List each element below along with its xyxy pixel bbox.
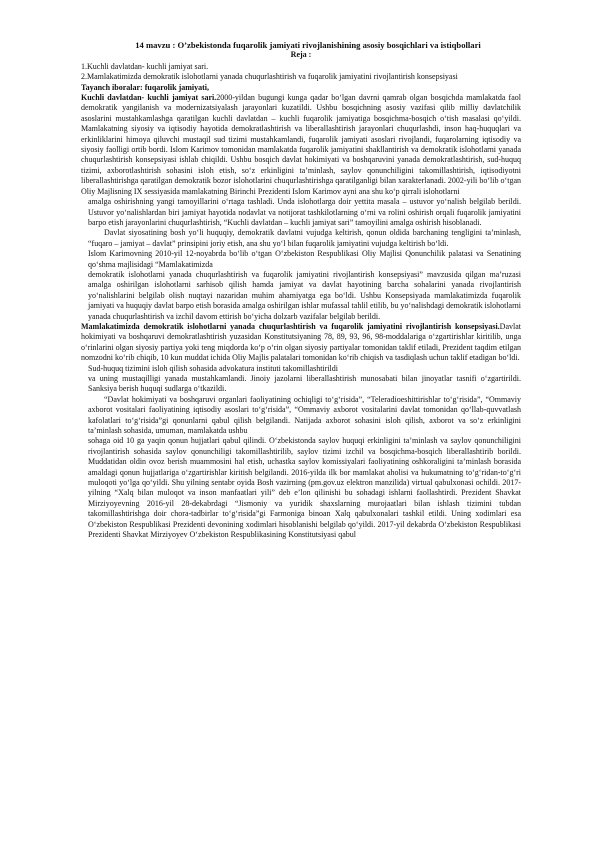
document-title: 14 mavzu : O’zbekistonda fuqarolik jamiyati rivojlanishining asosiy bosqichlari va istiqbollari [135,40,481,50]
section1-continuation: amalga oshirishning yangi tamoyillarini o‘rtaga tashladi. Unda islohotlarga doir yettita masala – ustuvor yo‘nalish belgilab berildi. Ustuvor yo‘nalishlardan biri jamiyat hayotida nodavlat va notijorat tashkilotlarning o‘rni va rolini oshirish orqali fuqarolik jamiyatini barpo etish jarayonlarini chuqurlashtirish, “Kuchli davlatdan – kuchli jamiyat sari” tamoyilini amalga oshirish hisoblanadi. [88,197,521,227]
section2-heading: Mamlakatimizda demokratik islohotlarni yanada chuqurlashtirish va fuqarolik jamiyatini rivojlantirish konsepsiyasi. [81,321,500,331]
document-page [81,40,521,835]
section1-paragraph-2: Davlat siyosatining bosh yo‘li huquqiy, demokratik davlatni vujudga keltirish, qonun oldida barchaning tengligini ta’minlash, “fuqaro – jamiyat – davlat” prinsipini joriy etish, ana shu yo‘l bilan fuqarolik jamiyatini vujudga keltirish bo‘ldi. [88,228,521,248]
section1-paragraph [81,93,521,197]
plan-heading: Reja : [290,50,312,60]
section2-text: Davlat hokimiyati va boshqaruvi demokratlashtirish yuzasidan Konstitutsiyaning 78, 89, 93, 96, 98-moddalariga o‘zgartirishlar kiritilib, unga o‘rinlarini olgan siyosiy partiya yoki teng miqdorda ko‘p o‘rin olgan siyosiy partiyalar tomonidan taklif etiladi, Prezident taqdim etilgan nomzodni ko‘rib chiqib, 10 kun muddat ichida Oliy Majlis palatalari tomonidan ko‘rib chiqish va tasdiqlash uchun taklif etadigan bo‘ldi. [81,321,521,363]
section2-paragraph-3: va uning mustaqilligi yanada mustahkamlandi. Jinoiy jazolarni liberallashtirish munosabati bilan jinoyatlar tasnifi o‘zgartirildi. Sanksiya berish huquqi sudlarga o‘tkazildi. [88,374,521,394]
keywords-line: Tayanch iboralar: fuqarolik jamiyati, [81,82,210,92]
section2-paragraph [81,322,521,364]
plan-item: 2.Mamlakatimizda demokratik islohotlarni yanada chuqurlashtirish va fuqarolik jamiyatini rivojlantirish konsepsiyasi [81,72,458,82]
section2-paragraph-4: “Davlat hokimiyati va boshqaruvi organlari faoliyatining ochiqligi to‘g‘risida”, “Teleradioeshittirishlar to‘g‘risida”, “Ommaviy axborot vositalari faoliyatining iqtisodiy asoslari to‘g‘risida”, “Ommaviy axborot vositalarini davlat tomonidan qo‘llab-quvvatlash kafolatlari to‘g‘risida”gi qonunlarni qabul qilish belgilandi. Natijada axborot sohasini isloh qilish, axborot va so‘z erkinligini ta’minlash sohasida, umuman, mamlakatda ushbu [88,394,521,436]
section1-heading: Kuchli davlatdan- kuchli jamiyat sari. [81,93,217,103]
section1-paragraph-4: demokratik islohotlarni yanada chuqurlashtirish va fuqarolik jamiyatini rivojlantirish konsepsiyasi” mavzusida qilgan ma’ruzasi amalga oshirilgan islohotlarni sarhisob qilish hamda jamiyat va davlat hayotining barcha sohalarini yanada rivojlantirish yo‘nalishlarini belgilab olish nuqtayi nazaridan muhim ahamiyatga ega bo‘ldi. Ushbu Konsepsiyada mamlakatimizda fuqarolik jamiyati va huquqiy davlat barpo etish borasida amalga oshirilgan ishlar mufassal tahlil etilib, bu yo‘nalishdagi demokratik islohotlarni yanada chuqurlashtirish va izchil davom ettirish bo‘yicha dolzarb vazifalar belgilab berildi. [88,269,521,321]
plan-list [81,62,521,83]
section1-paragraph-3: Islom Karimovning 2010-yil 12-noyabrda bo‘lib o‘tgan O‘zbekiston Respublikasi Oliy Majlisi Qonunchilik palatasi va Senatining qo‘shma majlisidagi “Mamlakatimizda [88,249,521,269]
plan-item: 1.Kuchli davlatdan- kuchli jamiyat sari. [81,61,209,71]
section2-paragraph-2: Sud-huquq tizimini isloh qilish sohasida advokatura instituti takomillashtirildi [88,363,338,373]
section1-text: 2000-yildan bugungi kunga qadar bo‘lgan davrni qamrab olgan bosqichda mamlakatda faol demokratik yangilanish va modernizatsiyalash jarayonlari kuzatildi. Ushbu bosqichning asosiy vazifasi qilib milliy davlatchilik asoslarini mustahkamlashga qaratilgan kuchli davlatdan – kuchli fuqarolik jamiyatiga bosqichma-bosqich o‘tish masalasi qo‘yildi. Mamlakatning siyosiy va iqtisodiy hayotida demokratlashtirish va liberallashtirish jarayonlari chuqurlashdi, inson haq-huquqlari va erkinliklarini himoya qiluvchi mustaqil sud tizimi mustahkamlandi, fuqarolik jamiyati asoslari rivojlandi, fuqarolarning iqtisodiy va siyosiy faolligi ortib bordi. Islom Karimov tomonidan mamlakatda fuqarolik jamiyatini shakllantirish va demokratik islohotlarni yanada chuqurlashtirish konsepsiyasi ishlab chiqildi. Ushbu bosqich davlat hokimiyati va boshqaruvini yanada demokratlashtirish, sud-huquq tizimi, axborotlashtirish sohasini isloh etish, so‘z erkinligini ta’minlash, saylov qonunchiligini takomillashtirish, iqtisodiyotni liberallashtirishga qaratilgan demokratik bozor islohotlarini chuqurlashtirishga qaratilganligi bilan xarakterlanadi. 2002-yili bo‘lib o‘tgan Oliy Majlisning IX sessiyasida mamlakatning Birinchi Prezidenti Islom Karimov ayni ana shu ko‘p qirrali islohotlarni [81,93,521,196]
section2-paragraph-5: sohaga oid 10 ga yaqin qonun hujjatlari qabul qilindi. O‘zbekistonda saylov huquqi erkinligini ta’minlash va saylov qonunchiligini rivojlantirish sohasida saylov qonunchiligi takomillashtirilib, saylov tizimi izchil va bosqichma-bosqich liberallashtirib borildi. Muddatidan oldin ovoz berish muammosini hal etish, uchastka saylov komissiyalari faoliyatining oshkoraligini ta’minlash borasida amaldagi qonun hujjatlariga o‘zgartirishlar kiritish belgilandi. 2016-yilda ilk bor mamlakat aholisi va hukumatning to‘g‘ridan-to‘g‘ri muloqoti yo‘lga qo‘yildi. Shu yilning sentabr oyida Bosh vazirning (pm.gov.uz elektron manzilida) virtual qabulxonasi ochildi. 2017-yilning “Xalq bilan muloqot va inson manfaatlari yili” deb e’lon qilinishi bu sohadagi ishlarni faollashtirdi. Prezident Shavkat Mirziyoyevning 2016-yil 28-dekabrdagi “Jismoniy va yuridik shaxslarning murojaatlari bilan ishlash tizimini tubdan takomillashtirishga doir chora-tadbirlar to‘g‘risida”gi Farmoniga binoan Xalq qabulxonalari tashkil etildi. Uning xodimlari esa O‘zbekiston Respublikasi Prezidenti devonining xodimlari hisoblanishi belgilab qo‘yildi. 2017-yil dekabrda O‘zbekiston Respublikasi Prezidenti Shavkat Mirziyoyev O‘zbekiston Respublikasining Konstitutsiyasi qabul [88,436,521,540]
